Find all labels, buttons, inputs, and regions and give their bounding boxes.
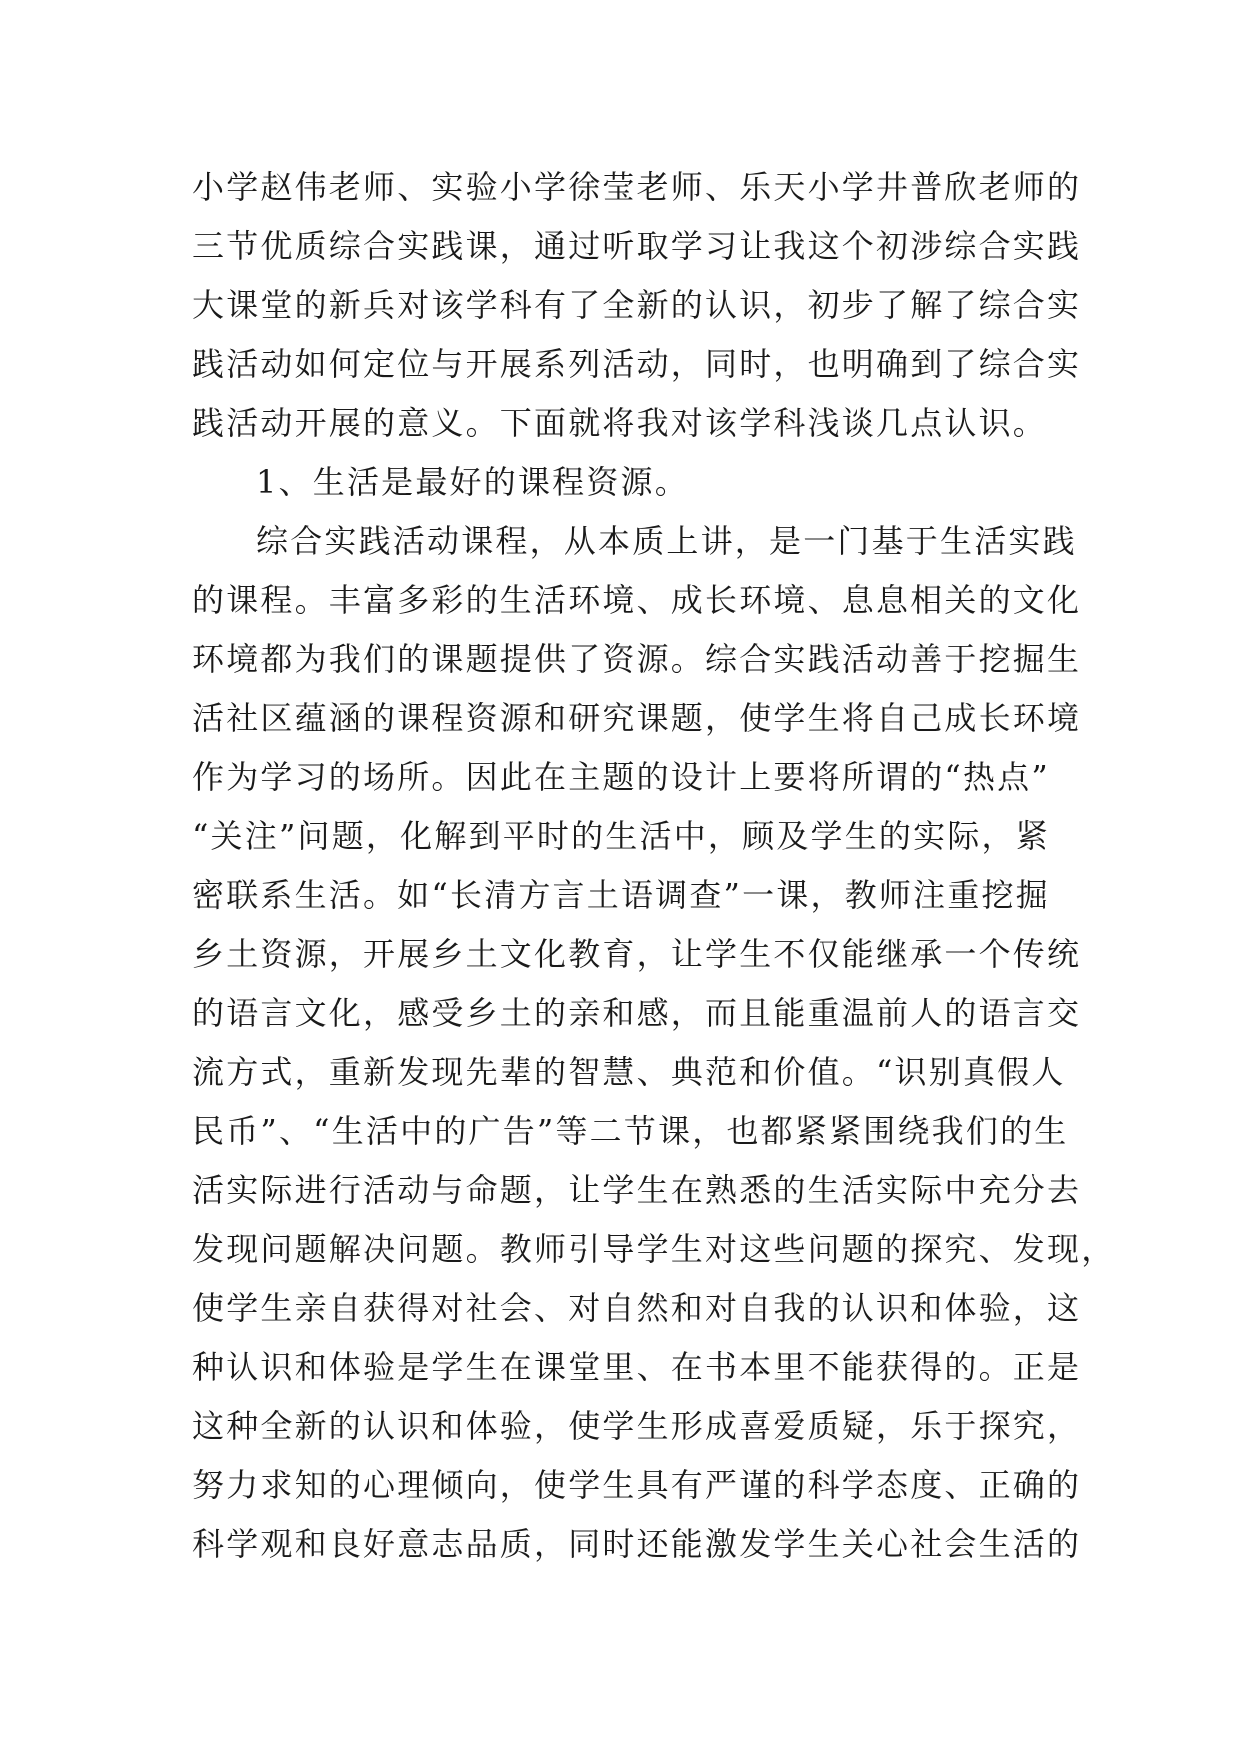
text-line: 环境都为我们的课题提供了资源。综合实践活动善于挖掘生 xyxy=(192,640,1082,678)
text-line: 践活动开展的意义。下面就将我对该学科浅谈几点认识。 xyxy=(192,404,1048,442)
text-line: 综合实践活动课程，从本质上讲，是一门基于生活实践 xyxy=(256,522,1077,560)
text-line: 大课堂的新兵对该学科有了全新的认识，初步了解了综合实 xyxy=(192,286,1082,324)
text-line: 乡土资源，开展乡土文化教育，让学生不仅能继承一个传统 xyxy=(192,935,1082,973)
text-line: 小学赵伟老师、实验小学徐莹老师、乐天小学井普欣老师的 xyxy=(192,168,1082,206)
text-line: 1、生活是最好的课程资源。 xyxy=(256,463,689,501)
text-line: 践活动如何定位与开展系列活动，同时，也明确到了综合实 xyxy=(192,345,1082,383)
text-line: 种认识和体验是学生在课堂里、在书本里不能获得的。正是 xyxy=(192,1348,1082,1386)
text-line: 的课程。丰富多彩的生活环境、成长环境、息息相关的文化 xyxy=(192,581,1082,619)
text-line: 使学生亲自获得对社会、对自然和对自我的认识和体验，这 xyxy=(192,1289,1082,1327)
text-line: “关注”问题，化解到平时的生活中，顾及学生的实际，紧 xyxy=(192,817,1050,855)
text-line: 民币”、“生活中的广告”等二节课，也都紧紧围绕我们的生 xyxy=(192,1112,1069,1150)
text-line: 流方式，重新发现先辈的智慧、典范和价值。“识别真假人 xyxy=(192,1053,1066,1091)
text-line: 科学观和良好意志品质，同时还能激发学生关心社会生活的 xyxy=(192,1525,1082,1563)
text-line: 密联系生活。如“长清方言土语调查”一课，教师注重挖掘 xyxy=(192,876,1050,914)
text-line: 努力求知的心理倾向，使学生具有严谨的科学态度、正确的 xyxy=(192,1466,1082,1504)
text-line: 作为学习的场所。因此在主题的设计上要将所谓的“热点” xyxy=(192,758,1050,796)
text-line: 发现问题解决问题。教师引导学生对这些问题的探究、发现， xyxy=(192,1230,1116,1268)
text-line: 这种全新的认识和体验，使学生形成喜爱质疑，乐于探究， xyxy=(192,1407,1082,1445)
body-text xyxy=(192,158,1116,1574)
text-line: 活实际进行活动与命题，让学生在熟悉的生活实际中充分去 xyxy=(192,1171,1082,1209)
text-line: 的语言文化，感受乡土的亲和感，而且能重温前人的语言交 xyxy=(192,994,1082,1032)
text-line: 活社区蕴涵的课程资源和研究课题，使学生将自己成长环境 xyxy=(192,699,1082,737)
text-line: 三节优质综合实践课，通过听取学习让我这个初涉综合实践 xyxy=(192,227,1082,265)
